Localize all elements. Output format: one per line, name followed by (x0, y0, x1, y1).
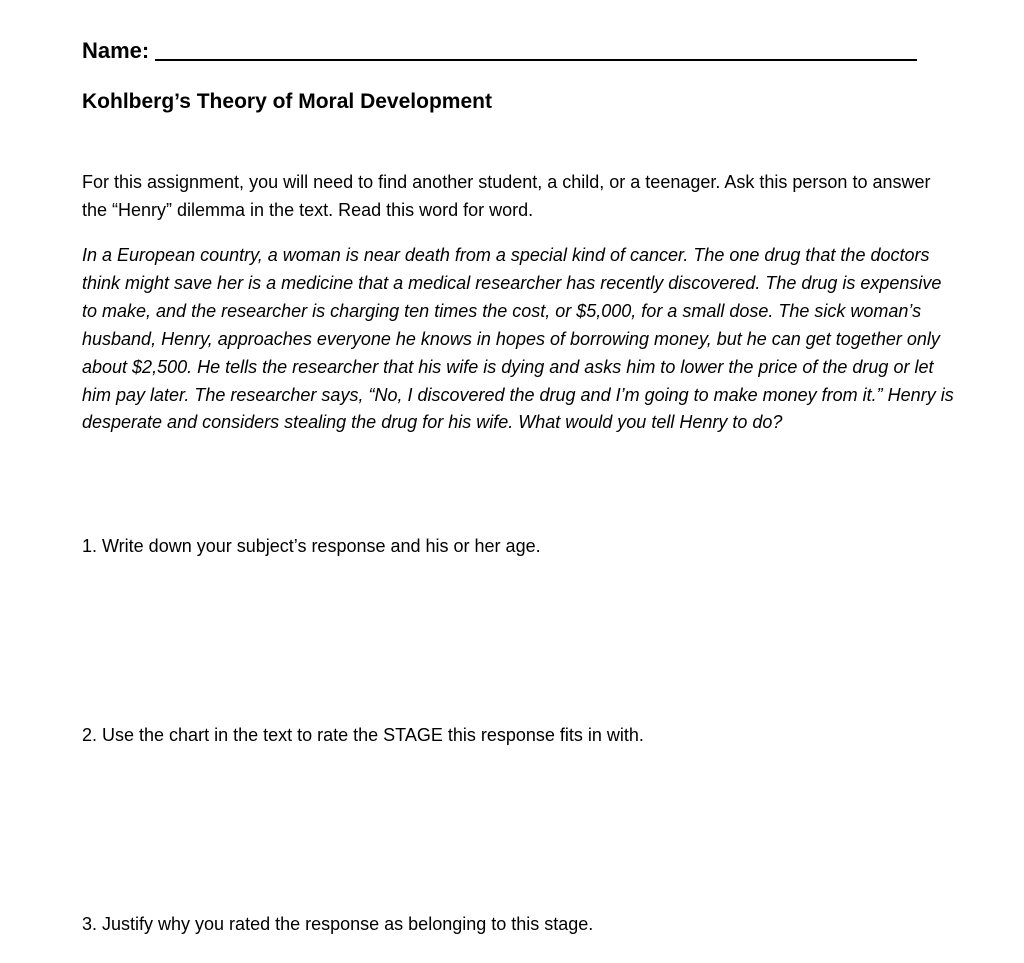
assignment-instructions: For this assignment, you will need to find another student, a child, or a teenager. Ask this person to answer the “Henry” dilemma in the text. Read this word for word. (82, 172, 931, 220)
question-3: 3. Justify why you rated the response as belonging to this stage. (82, 914, 594, 934)
worksheet-page (82, 0, 962, 963)
question-1: 1. Write down your subject’s response and his or her age. (82, 536, 541, 556)
worksheet-title: Kohlberg’s Theory of Moral Development (82, 90, 492, 113)
henry-dilemma-text: In a European country, a woman is near death from a special kind of cancer. The one drug that the doctors think might save her is a medicine that a medical researcher has recently discovered. The drug is expensive to make, and the researcher is charging ten times the cost, or $5,000, for a small dose. The sick woman’s husband, Henry, approaches everyone he knows in hopes of borrowing money, but he can get together only about $2,500. He tells the researcher that his wife is dying and asks him to lower the price of the drug or let him pay later. The researcher says, “No, I discovered the drug and I’m going to make money from it.” Henry is desperate and considers stealing the drug for his wife. What would you tell Henry to do? (82, 245, 954, 433)
name-field-row (82, 38, 917, 64)
name-blank-line[interactable] (155, 59, 917, 61)
name-label: Name: (82, 38, 150, 63)
question-2: 2. Use the chart in the text to rate the STAGE this response fits in with. (82, 725, 644, 745)
